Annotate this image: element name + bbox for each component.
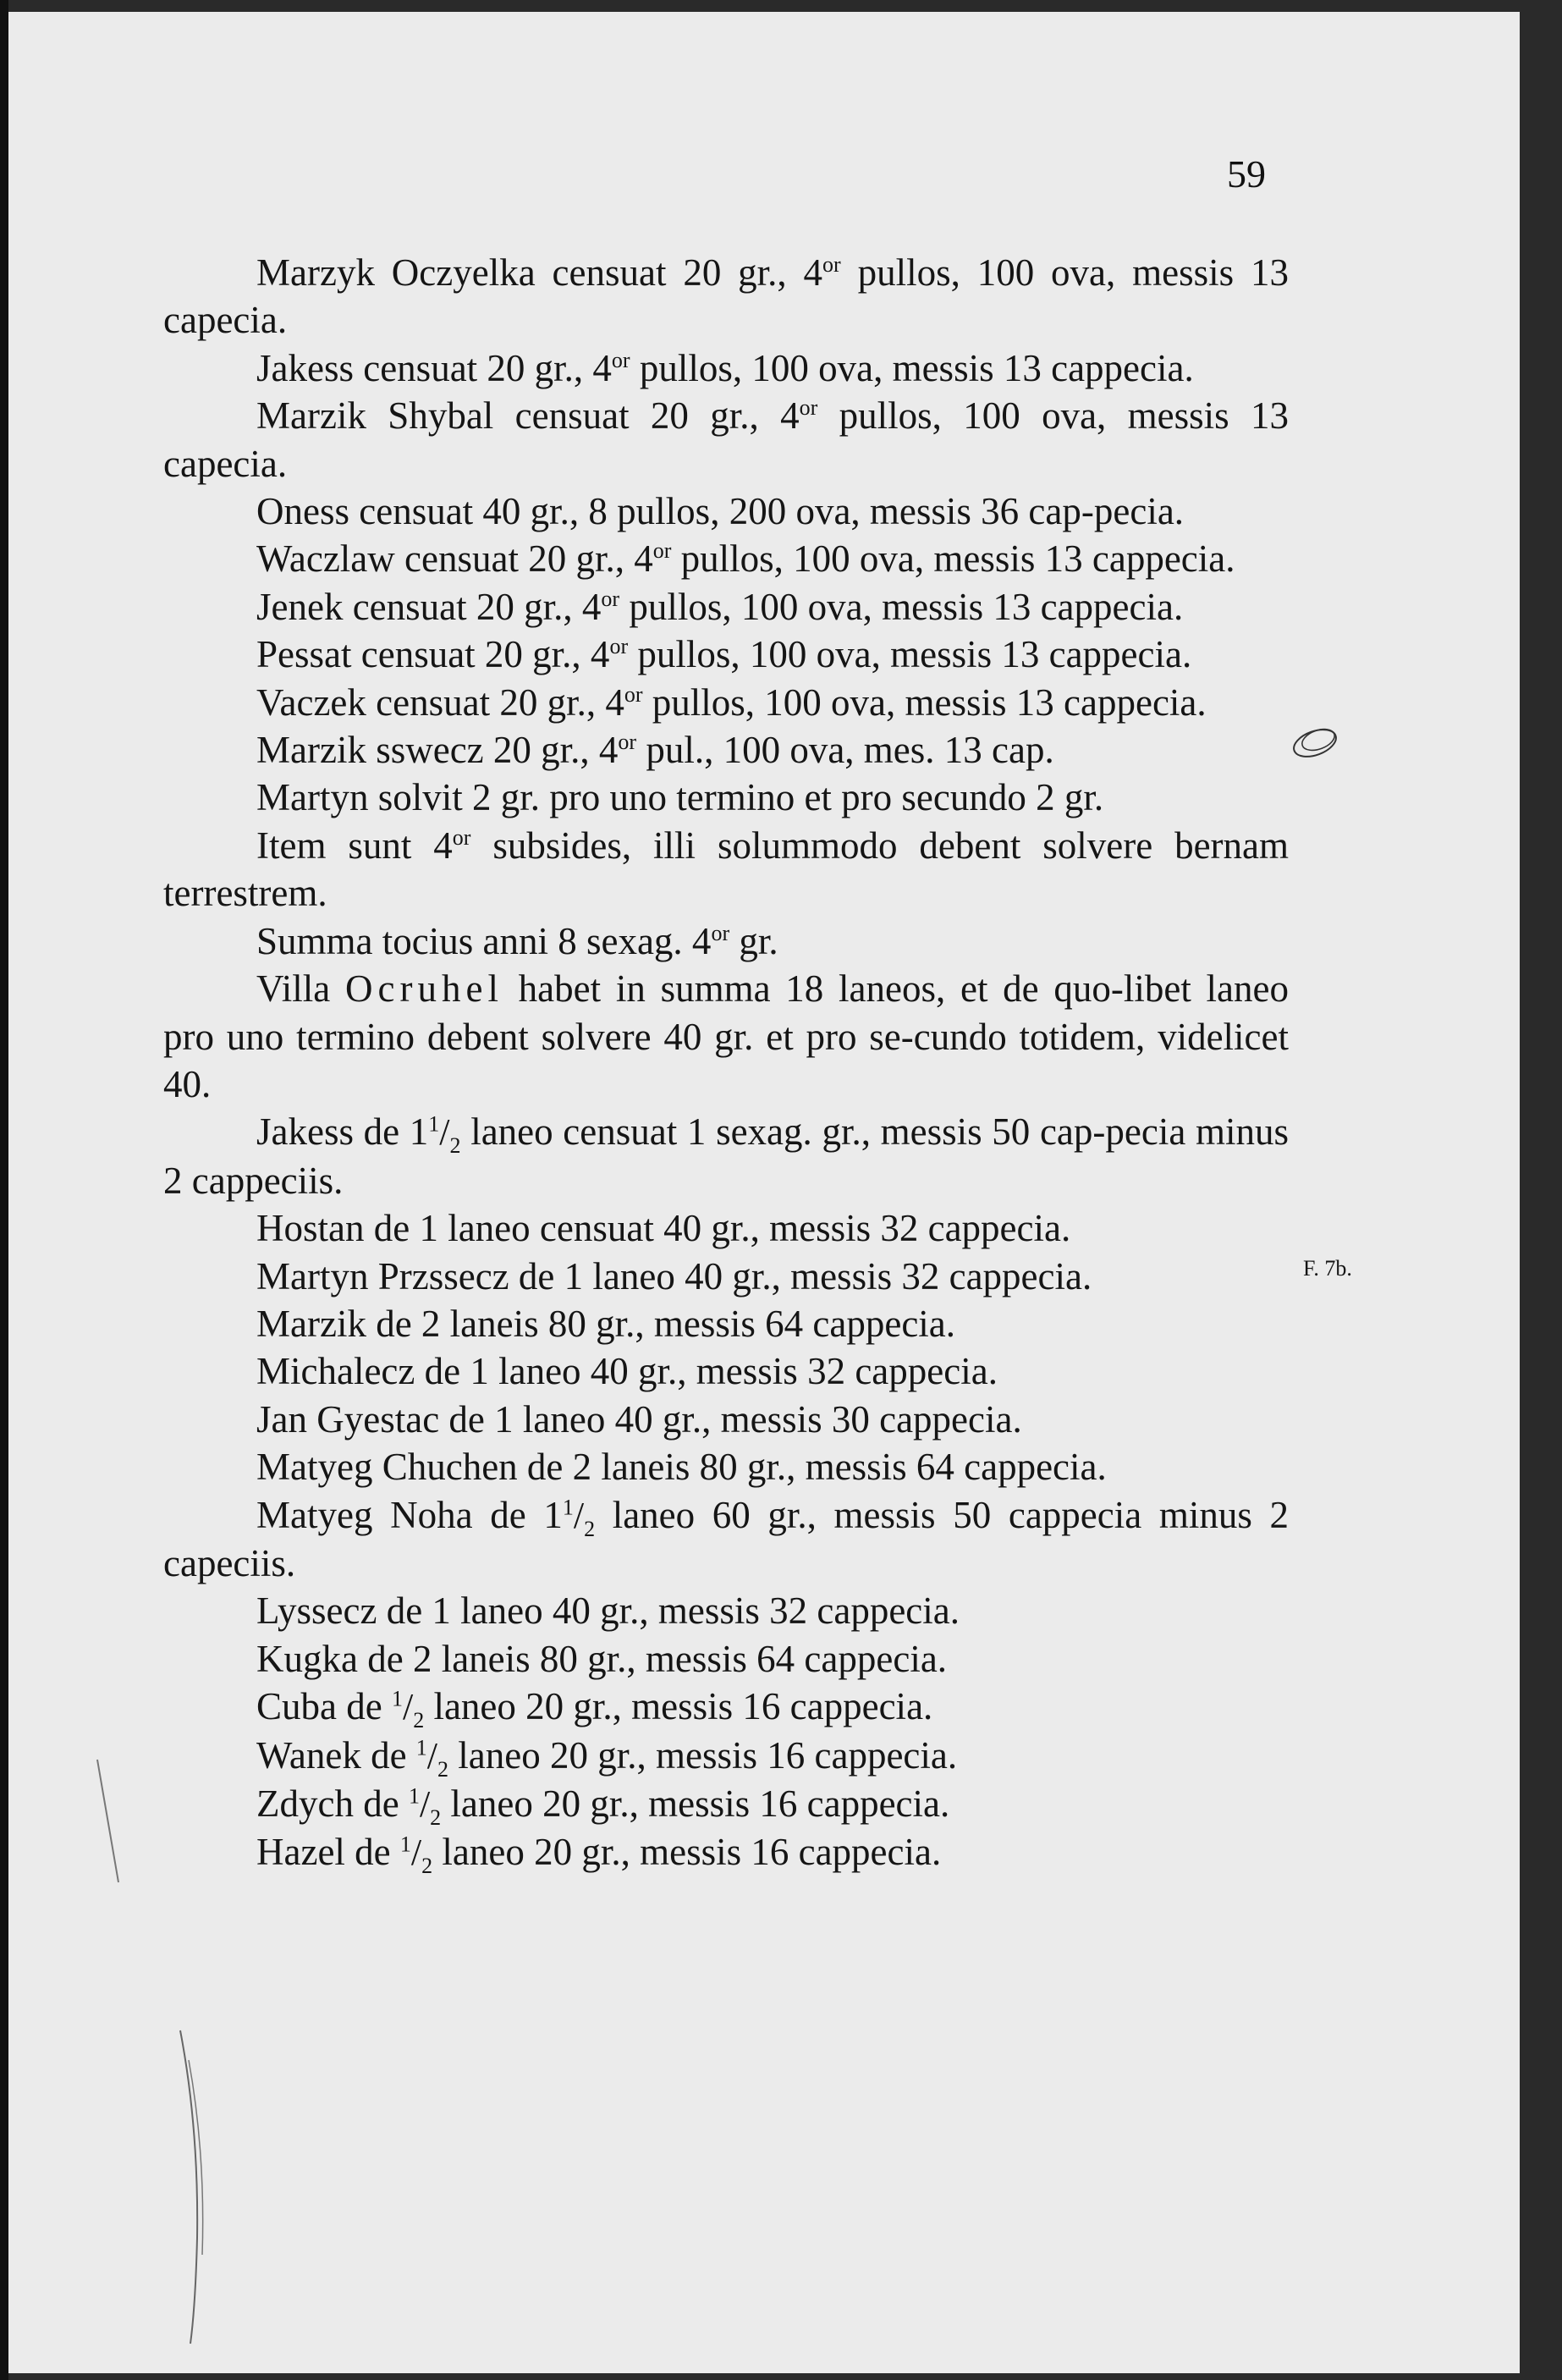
fraction-slash: / [410, 1832, 422, 1874]
entry-text: Summa tocius anni 8 sexag. 4 [256, 919, 712, 962]
entry-paragraph [163, 1443, 1289, 1490]
entry-text: pullos, 100 ova, messis 13 cappecia. [630, 346, 1194, 389]
ordinal-superscript: or [822, 252, 841, 277]
fraction-numerator: 1 [562, 1494, 574, 1519]
entry-text: laneo censuat 1 sexag. gr., messis 50 cap-pecia minus 2 cappeciis. [163, 1110, 1289, 1202]
entry-text: Waczlaw censuat 20 gr., 4 [256, 537, 653, 581]
entry-text: Martyn solvit 2 gr. pro uno termino et pro secundo 2 gr. [256, 776, 1104, 819]
fraction [415, 1734, 449, 1782]
fraction-numerator: 1 [415, 1734, 427, 1760]
entry-paragraph [163, 1828, 1289, 1879]
entry-paragraph [163, 1204, 1289, 1252]
entry-text: Marzik Shybal censuat 20 gr., 4 [256, 394, 800, 438]
entry-paragraph [163, 488, 1289, 535]
entry-paragraph [163, 392, 1289, 488]
entry-text: laneo 20 gr., messis 16 cappecia. [432, 1831, 942, 1874]
entry-text: Wanek de [256, 1733, 416, 1777]
pencil-bracket-mark [173, 2026, 216, 2348]
ordinal-superscript: or [609, 634, 629, 659]
entry-text: Jenek censuat 20 gr., 4 [256, 585, 602, 628]
ordinal-superscript: or [652, 538, 672, 564]
fraction [562, 1494, 596, 1541]
entry-text: gr. [729, 919, 778, 962]
fraction-numerator: 1 [428, 1111, 440, 1137]
fraction-denominator: 2 [584, 1516, 596, 1541]
margin-folio-note: F. 7b. [1303, 1256, 1352, 1281]
entry-text: pullos, 100 ova, messis 13 cappecia. [671, 537, 1235, 581]
fraction [408, 1783, 442, 1830]
fraction-denominator: 2 [437, 1756, 449, 1782]
fraction-slash: / [439, 1111, 450, 1154]
entry-text: Marzik sswecz 20 gr., 4 [256, 729, 619, 772]
entry-text: Marzik de 2 laneis 80 gr., messis 64 cappecia. [256, 1302, 956, 1345]
ordinal-superscript: or [611, 347, 630, 372]
entry-text: Item sunt 4 [256, 824, 453, 867]
entry-text: Villa [256, 967, 346, 1011]
ordinal-superscript: or [624, 681, 643, 707]
entry-paragraph [163, 1780, 1289, 1828]
entry-text: laneo 60 gr., messis 50 cappecia minus 2 capeciis. [163, 1493, 1290, 1584]
entry-paragraph [163, 1683, 1289, 1731]
fraction-numerator: 1 [391, 1686, 403, 1711]
fraction-slash: / [426, 1734, 438, 1777]
fraction-denominator: 2 [413, 1707, 425, 1733]
fraction [428, 1111, 461, 1159]
fraction-numerator: 1 [399, 1832, 411, 1857]
scan-edge [0, 0, 8, 2380]
ordinal-superscript: or [618, 730, 637, 755]
entry-text: pullos, 100 ova, messis 13 capecia. [163, 394, 1289, 485]
entry-paragraph [163, 631, 1289, 678]
fraction-denominator: 2 [449, 1133, 461, 1159]
entry-text: pullos, 100 ova, messis 13 cappecia. [642, 680, 1207, 724]
entry-text: Pessat censuat 20 gr., 4 [256, 633, 610, 676]
entry-text: Matyeg Chuchen de 2 laneis 80 gr., messis 64 cappecia. [256, 1446, 1107, 1489]
entry-text: pullos, 100 ova, messis 13 capecia. [163, 251, 1289, 342]
entry-paragraph [163, 1108, 1289, 1204]
entry-text: Vaczek censuat 20 gr., 4 [256, 680, 624, 724]
entry-text: pul., 100 ova, mes. 13 cap. [636, 729, 1054, 772]
entry-text: Jan Gyestac de 1 laneo 40 gr., messis 30 cappecia. [256, 1397, 1022, 1441]
entry-text: Oness censuat 40 gr., 8 pullos, 200 ova, messis 36 cap-pecia. [256, 490, 1185, 533]
entry-text: Cuba de [256, 1685, 392, 1728]
entry-text: habet in summa 18 laneos, et de quo-libet laneo pro uno termino debent solvere 40 gr. et pro se-cundo totidem, videlicet 40. [163, 967, 1290, 1105]
ordinal-superscript: or [711, 920, 730, 945]
entry-text: pullos, 100 ova, messis 13 cappecia. [619, 585, 1184, 628]
fraction [391, 1686, 425, 1733]
entry-text: laneo 20 gr., messis 16 cappecia. [424, 1685, 933, 1728]
entry-paragraph [163, 822, 1289, 917]
fraction-slash: / [419, 1783, 431, 1825]
entry-text: pullos, 100 ova, messis 13 cappecia. [628, 633, 1192, 676]
entry-paragraph [163, 726, 1289, 774]
entry-text: subsides, illi solummodo debent solvere bernam terrestrem. [163, 824, 1290, 915]
entry-paragraph [163, 535, 1289, 582]
entry-text: Marzyk Oczyelka censuat 20 gr., 4 [256, 251, 823, 294]
entry-paragraph [163, 679, 1289, 726]
entry-text: laneo 20 gr., messis 16 cappecia. [441, 1782, 950, 1825]
entry-paragraph [163, 1253, 1289, 1300]
entry-paragraph [163, 1300, 1289, 1347]
entry-text: Hostan de 1 laneo censuat 40 gr., messis 32 cappecia. [256, 1207, 1071, 1250]
document-body [163, 249, 1289, 1877]
document-page [8, 12, 1520, 2373]
entry-text: laneo 20 gr., messis 16 cappecia. [448, 1733, 958, 1777]
ordinal-superscript: or [799, 395, 818, 421]
entry-text: Jakess de 1 [256, 1110, 429, 1154]
page-number: 59 [1227, 152, 1266, 196]
entry-paragraph [163, 1491, 1289, 1588]
entry-paragraph [163, 1396, 1289, 1443]
fraction [399, 1832, 433, 1879]
fraction-denominator: 2 [421, 1854, 433, 1879]
entry-text: Michalecz de 1 laneo 40 gr., messis 32 cappecia. [256, 1350, 998, 1393]
entry-paragraph [163, 1347, 1289, 1395]
entry-paragraph [163, 917, 1289, 965]
entry-paragraph [163, 1635, 1289, 1683]
entry-text: Hazel de [256, 1831, 400, 1874]
entry-paragraph [163, 1587, 1289, 1634]
entry-paragraph [163, 583, 1289, 631]
entry-text: Kugka de 2 laneis 80 gr., messis 64 cappecia. [256, 1637, 948, 1680]
fraction-numerator: 1 [408, 1783, 420, 1809]
entry-text: Lyssecz de 1 laneo 40 gr., messis 32 cappecia. [256, 1589, 960, 1633]
entry-paragraph [163, 774, 1289, 821]
place-name: Ocruhel [345, 967, 503, 1011]
entry-paragraph [163, 1732, 1289, 1780]
pencil-stroke-mark [93, 1755, 127, 1891]
fraction-slash: / [573, 1494, 585, 1536]
entry-text: Matyeg Noha de 1 [256, 1493, 563, 1536]
handwritten-circle-mark [1286, 721, 1345, 763]
entry-text: Jakess censuat 20 gr., 4 [256, 346, 612, 389]
entry-paragraph [163, 965, 1289, 1108]
fraction-denominator: 2 [430, 1804, 442, 1830]
ordinal-superscript: or [452, 824, 471, 850]
entry-paragraph [163, 344, 1289, 392]
entry-paragraph [163, 249, 1289, 344]
ordinal-superscript: or [601, 586, 620, 611]
entry-text: Martyn Przssecz de 1 laneo 40 gr., messis 32 cappecia. [256, 1254, 1092, 1297]
fraction-slash: / [402, 1686, 414, 1728]
entry-text: Zdych de [256, 1782, 409, 1825]
